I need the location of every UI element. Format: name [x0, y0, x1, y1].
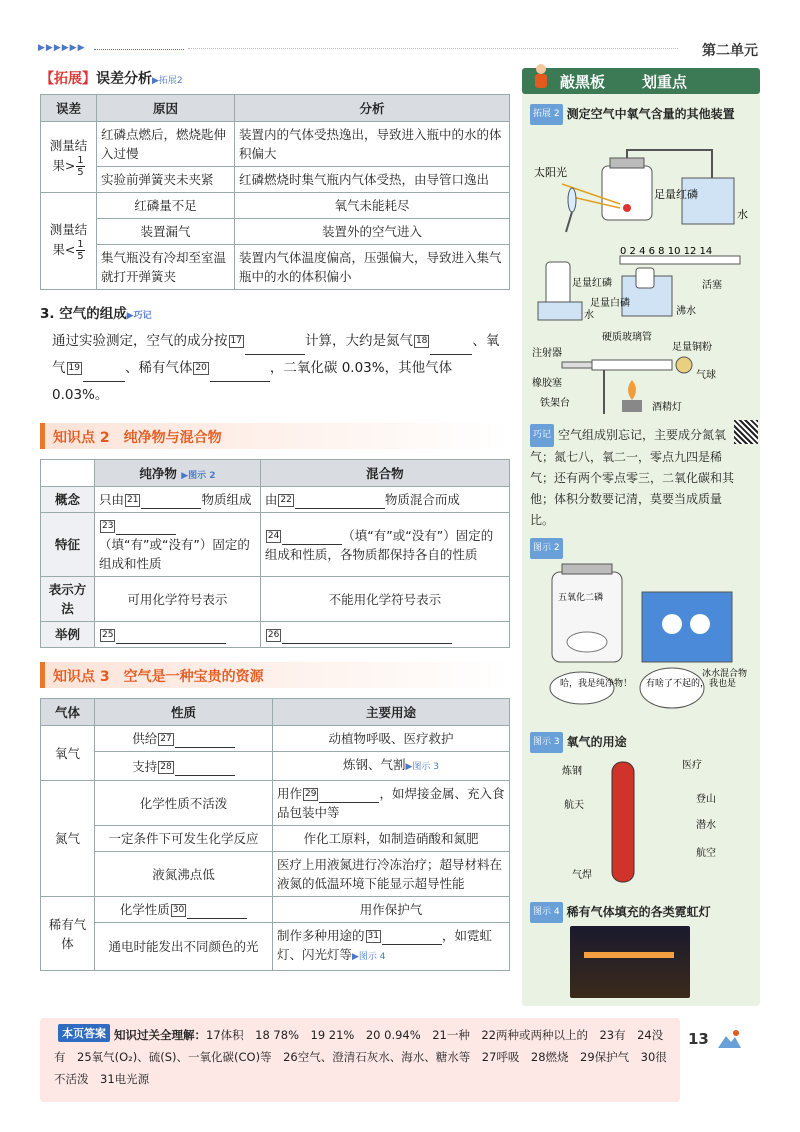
- answers-box: [40, 1018, 680, 1102]
- board-title-b: 划重点: [642, 73, 688, 91]
- mountain-icon: [716, 1028, 742, 1050]
- table-row: [41, 513, 510, 577]
- composition-heading: [40, 302, 510, 322]
- cell: 可用化学符号表示: [95, 577, 261, 622]
- error-analysis-table: [40, 94, 510, 290]
- fill-blank[interactable]: [175, 762, 235, 776]
- fig2-label-water: 水: [584, 310, 594, 321]
- blank-number: 28: [160, 761, 172, 772]
- bubble-2: 有啥了不起的，我也是: [646, 679, 737, 689]
- frac-den: 5: [77, 251, 84, 262]
- blank-number: 17: [230, 335, 242, 346]
- header-line: [94, 49, 184, 50]
- fig4-title: 稀有气体填充的各类霓虹灯: [566, 905, 711, 919]
- cell: 通电时能发出不同颜色的光: [95, 923, 273, 971]
- cell: 动植物呼吸、医疗救护: [273, 726, 510, 752]
- table-row: [41, 122, 510, 167]
- fill-blank[interactable]: [116, 521, 176, 535]
- expansion-title: 误差分析: [96, 71, 152, 87]
- text: （填“有”或“没有”）固定的组成和性质，各物质都保持各自的性质: [264, 527, 494, 562]
- cell: [260, 487, 509, 513]
- qiaoji-tag: 巧记: [530, 424, 554, 447]
- header-dotted-line: [188, 48, 678, 49]
- fill-blank[interactable]: [116, 630, 226, 644]
- table-row: [41, 726, 510, 752]
- white-phosphorus-figure: [532, 246, 752, 326]
- analysis-cell: 装置外的空气进入: [235, 219, 510, 245]
- fig2-label-p: 足量红磷: [572, 278, 612, 289]
- answer-item: 22两种或两种以上的: [481, 1028, 588, 1042]
- col-pure-ref[interactable]: ▶图示 2: [181, 471, 216, 481]
- cell: [95, 487, 261, 513]
- fig3-label-plug: 橡胶塞: [532, 378, 562, 389]
- table-row: [41, 193, 510, 219]
- fill-blank[interactable]: [282, 630, 452, 644]
- tuozhan-title: 测定空气中氧气含量的其他装置: [566, 107, 735, 121]
- group-label-greater: [41, 122, 97, 193]
- fill-blank[interactable]: [83, 368, 125, 382]
- cell: [95, 752, 273, 781]
- label-part: 果>: [52, 158, 76, 173]
- composition-title: 3. 空气的组成: [40, 306, 127, 322]
- fig3-label-syringe: 注射器: [532, 348, 562, 359]
- cause-cell: 装置漏气: [97, 219, 235, 245]
- table-row: [41, 752, 510, 781]
- answer-item: 31电光源: [100, 1072, 150, 1086]
- blank-number: 23: [102, 521, 114, 531]
- kp2-title: 知识点 2 纯净物与混合物: [53, 430, 222, 446]
- board-title-a: 敲黑板: [560, 73, 606, 91]
- board-banner: [522, 68, 760, 94]
- answer-item: 23有: [599, 1028, 626, 1042]
- fill-blank[interactable]: [175, 734, 235, 748]
- cell: [260, 513, 509, 577]
- text: 、氧气: [52, 333, 500, 376]
- neon-lights-photo: [570, 926, 690, 998]
- cell: 作化工原料，如制造硝酸和氮肥: [273, 826, 510, 852]
- fill-blank[interactable]: [210, 368, 270, 382]
- blank-number: 19: [68, 362, 80, 373]
- qiaoji-text: 空气组成别忘记，主要成分氮氧气；氮七八，氧二一，零点九四是稀气；还有两个零点零三，二氧化碳和其他；体积分数要记清，莫要当成质量比。: [530, 428, 735, 527]
- cell: [95, 897, 273, 923]
- air-resources-table: [40, 698, 510, 971]
- knowledge-point-2-banner: [40, 423, 510, 449]
- frac-num: 1: [77, 155, 84, 166]
- blank-number: 22: [280, 495, 292, 505]
- fig2-block: [530, 538, 756, 559]
- qr-code-icon[interactable]: [734, 420, 758, 444]
- fill-blank[interactable]: [141, 495, 201, 509]
- text: 炼钢、气割: [342, 757, 406, 772]
- expansion-bracket: 【拓展】: [40, 71, 96, 87]
- expansion-ref[interactable]: ▶拓展2: [152, 76, 183, 86]
- label-part: 果<: [52, 242, 76, 257]
- cell: 液氮沸点低: [95, 852, 273, 897]
- neon-strip: [584, 952, 674, 958]
- fill-blank[interactable]: [382, 931, 442, 945]
- fig2-ticks: 0 2 4 6 8 10 12 14: [620, 246, 713, 257]
- cell: 用作保护气: [273, 897, 510, 923]
- frac-den: 5: [77, 167, 84, 178]
- text: 通过实验测定，空气的成分按: [52, 333, 228, 349]
- analysis-cell: 装置内气体温度偏高，压强偏大，导致进入集气瓶中的水的体积偏小: [235, 245, 510, 290]
- col-header: [95, 460, 261, 487]
- text: 供给: [132, 731, 158, 746]
- blank-number: 29: [305, 789, 317, 799]
- gas-name: 氧气: [41, 726, 95, 781]
- text: 由: [264, 492, 278, 507]
- text: 物质组成: [201, 492, 252, 507]
- composition-paragraph: [52, 328, 510, 409]
- analysis-cell: 红磷燃烧时集气瓶内气体受热，由导管口逸出: [235, 167, 510, 193]
- main-column: [40, 68, 510, 971]
- cause-cell: 红磷量不足: [97, 193, 235, 219]
- row-key: 举例: [41, 622, 95, 648]
- cause-cell: 实验前弹簧夹未夹紧: [97, 167, 235, 193]
- cell: [273, 752, 510, 781]
- answers-body: [54, 1024, 674, 1090]
- fig3-label-tube: 硬质玻璃管: [602, 332, 652, 343]
- blank-number: 31: [367, 931, 379, 941]
- cause-cell: 集气瓶没有冷却至室温就打开弹簧夹: [97, 245, 235, 290]
- text: 、稀有气体: [124, 360, 193, 376]
- row-key: 表示方法: [41, 577, 95, 622]
- fig3-label-stand: 铁架台: [540, 398, 570, 409]
- fig3-block: [530, 732, 756, 753]
- table-row: [41, 852, 510, 897]
- fraction: [76, 239, 84, 262]
- pure-mixture-table: [40, 459, 510, 648]
- answers-title: 本页答案: [58, 1024, 110, 1042]
- cell: [95, 513, 261, 577]
- fraction: [76, 155, 84, 178]
- table-row: [41, 826, 510, 852]
- col-header: 主要用途: [273, 699, 510, 726]
- fill-blank[interactable]: [295, 495, 385, 509]
- cell: [273, 923, 510, 971]
- use-space: 航天: [564, 800, 584, 811]
- table-row: [41, 487, 510, 513]
- cell: [273, 781, 510, 826]
- answer-item: 20 0.94%: [365, 1028, 421, 1042]
- gas-name: 稀有气体: [41, 897, 95, 971]
- cell: [95, 726, 273, 752]
- page-number: 13: [688, 1030, 709, 1048]
- blank-number: 30: [172, 905, 185, 915]
- unit-title: 第二单元: [702, 43, 758, 59]
- label-part: 测量结: [49, 222, 88, 237]
- fill-blank[interactable]: [282, 531, 342, 545]
- text: 用作: [277, 786, 303, 801]
- answer-item: 28燃烧: [530, 1050, 569, 1064]
- answer-item: 19 21%: [310, 1028, 355, 1042]
- blank-number: 27: [160, 734, 172, 744]
- answer-item: 17体积: [206, 1028, 244, 1042]
- col-header: 原因: [97, 95, 235, 122]
- top-header-bar: [38, 40, 758, 60]
- blank-number: 18: [415, 335, 428, 346]
- fig2-tag: 图示 2: [530, 538, 563, 559]
- answer-item: 25氧气(O₂)、硫(S)、一氧化碳(CO)等: [77, 1050, 272, 1064]
- col-header: 气体: [41, 699, 95, 726]
- answer-item: 18 78%: [255, 1028, 299, 1042]
- blank-number: 26: [267, 630, 280, 640]
- use-fly: 航空: [696, 848, 716, 859]
- blank-number: 24: [267, 530, 280, 541]
- fig2-label-piston: 活塞: [702, 280, 722, 291]
- fig1-label-p: 足量红磷: [654, 188, 698, 201]
- fig4-tag: 图示 4: [530, 902, 563, 923]
- fig4-block: [530, 902, 756, 923]
- fig3-label-ball: 气球: [696, 370, 716, 381]
- cell: 医疗上用液氮进行冷冻治疗；超导材料在液氮的低温环境下能显示超导性能: [273, 852, 510, 897]
- text: ，如霓虹灯、闪光灯等: [277, 928, 492, 962]
- bubble-1: 哈，我是纯净物！: [560, 679, 633, 689]
- fill-blank[interactable]: [319, 789, 379, 803]
- table-row: [41, 781, 510, 826]
- col-header: 分析: [235, 95, 510, 122]
- table-row: [41, 897, 510, 923]
- composition-ref[interactable]: ▶巧记: [126, 311, 152, 321]
- col-header: 性质: [95, 699, 273, 726]
- blank-number: 20: [195, 362, 207, 373]
- col-header-empty: [41, 460, 95, 487]
- text: ，如焊接金属、充入食品包装中等: [277, 786, 505, 820]
- qiaoji-block: [530, 424, 742, 531]
- fig1-label-sun: 太阳光: [534, 166, 567, 179]
- fig2-label-boil: 沸水: [676, 306, 696, 317]
- expansion-heading: [40, 68, 510, 88]
- use-dive: 潜水: [696, 820, 716, 831]
- answer-item: 21一种: [432, 1028, 470, 1042]
- fig3-label-lamp: 酒精灯: [652, 402, 682, 413]
- answer-item: 26空气、澄清石灰水、海水、糖水等: [283, 1050, 471, 1064]
- label-part: 测量结: [49, 138, 88, 153]
- frac-num: 1: [77, 239, 84, 250]
- fill-blank[interactable]: [430, 341, 472, 355]
- cell: 一定条件下可发生化学反应: [95, 826, 273, 852]
- table-row: [41, 923, 510, 971]
- answers-intro: 知识过关全理解：: [114, 1028, 206, 1042]
- fill-blank[interactable]: [245, 341, 305, 355]
- fig-jar-label: 五氧化二磷: [558, 593, 604, 603]
- cell: 化学性质不活泼: [95, 781, 273, 826]
- fig-ice-label: 冰水混合物: [702, 669, 748, 679]
- table-row: [41, 167, 510, 193]
- table-row: [41, 622, 510, 648]
- analysis-cell: 装置内的气体受热逸出，导致进入瓶中的水的体积偏大: [235, 122, 510, 167]
- teacher-icon: [530, 62, 552, 92]
- copper-heating-figure: [532, 330, 752, 418]
- row-key: 特征: [41, 513, 95, 577]
- tuozhan-block: [530, 104, 756, 125]
- table-row: [41, 219, 510, 245]
- gas-name: 氮气: [41, 781, 95, 897]
- kp3-title: 知识点 3 空气是一种宝贵的资源: [53, 669, 264, 685]
- cell: [95, 622, 261, 648]
- text: 只由: [99, 492, 125, 507]
- answer-item: 29保护气: [580, 1050, 630, 1064]
- answer-item: 30很不活泼: [54, 1050, 667, 1086]
- fig2-label-wp: 足量白磷: [590, 298, 630, 309]
- g-use-ref[interactable]: ▶图示 4: [352, 952, 386, 962]
- sunlight-apparatus-figure: [532, 148, 752, 238]
- table-row: [41, 577, 510, 622]
- use-weld: 气焊: [572, 870, 592, 881]
- o-use-ref[interactable]: ▶图示 3: [405, 762, 440, 772]
- text: 支持: [132, 758, 158, 774]
- text: 物质混合而成: [384, 492, 460, 507]
- text: （填“有”或“没有”）固定的组成和性质: [99, 537, 250, 571]
- col-header: 混合物: [260, 460, 509, 487]
- text: 化学性质: [119, 902, 170, 917]
- use-medical: 医疗: [682, 760, 702, 771]
- fig3-tag: 图示 3: [530, 732, 563, 753]
- text: 计算，大约是氮气: [304, 333, 413, 349]
- pure-substance-figure: [532, 562, 752, 712]
- answer-item: 27呼吸: [481, 1050, 520, 1064]
- oxygen-uses-figure: [532, 752, 752, 888]
- text: ，二氧化碳 0.03%，其他气体 0.03%。: [52, 360, 453, 403]
- blank-number: 21: [127, 495, 139, 505]
- cell: [260, 622, 509, 648]
- group-label-less: [41, 193, 97, 290]
- col-header: 误差: [41, 95, 97, 122]
- sidebar: [522, 68, 760, 1006]
- answer-item: 24没有: [54, 1028, 664, 1064]
- fig3-label-cu: 足量铜粉: [672, 342, 712, 353]
- use-steel: 炼钢: [562, 766, 582, 777]
- knowledge-point-3-banner: [40, 662, 510, 688]
- fill-blank[interactable]: [187, 905, 247, 919]
- fig3-title: 氧气的用途: [566, 735, 627, 749]
- col-pure-label: 纯净物: [139, 466, 177, 481]
- text: 制作多种用途的: [277, 928, 365, 943]
- row-key: 概念: [41, 487, 95, 513]
- arrow-decoration-icon: ▶▶▶▶▶▶: [38, 43, 86, 53]
- tuozhan-tag: 拓展 2: [530, 104, 563, 125]
- cell: 不能用化学符号表示: [260, 577, 509, 622]
- blank-number: 25: [102, 630, 114, 640]
- fig1-label-water: 水: [737, 208, 748, 221]
- analysis-cell: 氧气未能耗尽: [235, 193, 510, 219]
- cause-cell: 红磷点燃后，燃烧匙伸入过慢: [97, 122, 235, 167]
- use-climb: 登山: [696, 794, 716, 805]
- table-row: [41, 245, 510, 290]
